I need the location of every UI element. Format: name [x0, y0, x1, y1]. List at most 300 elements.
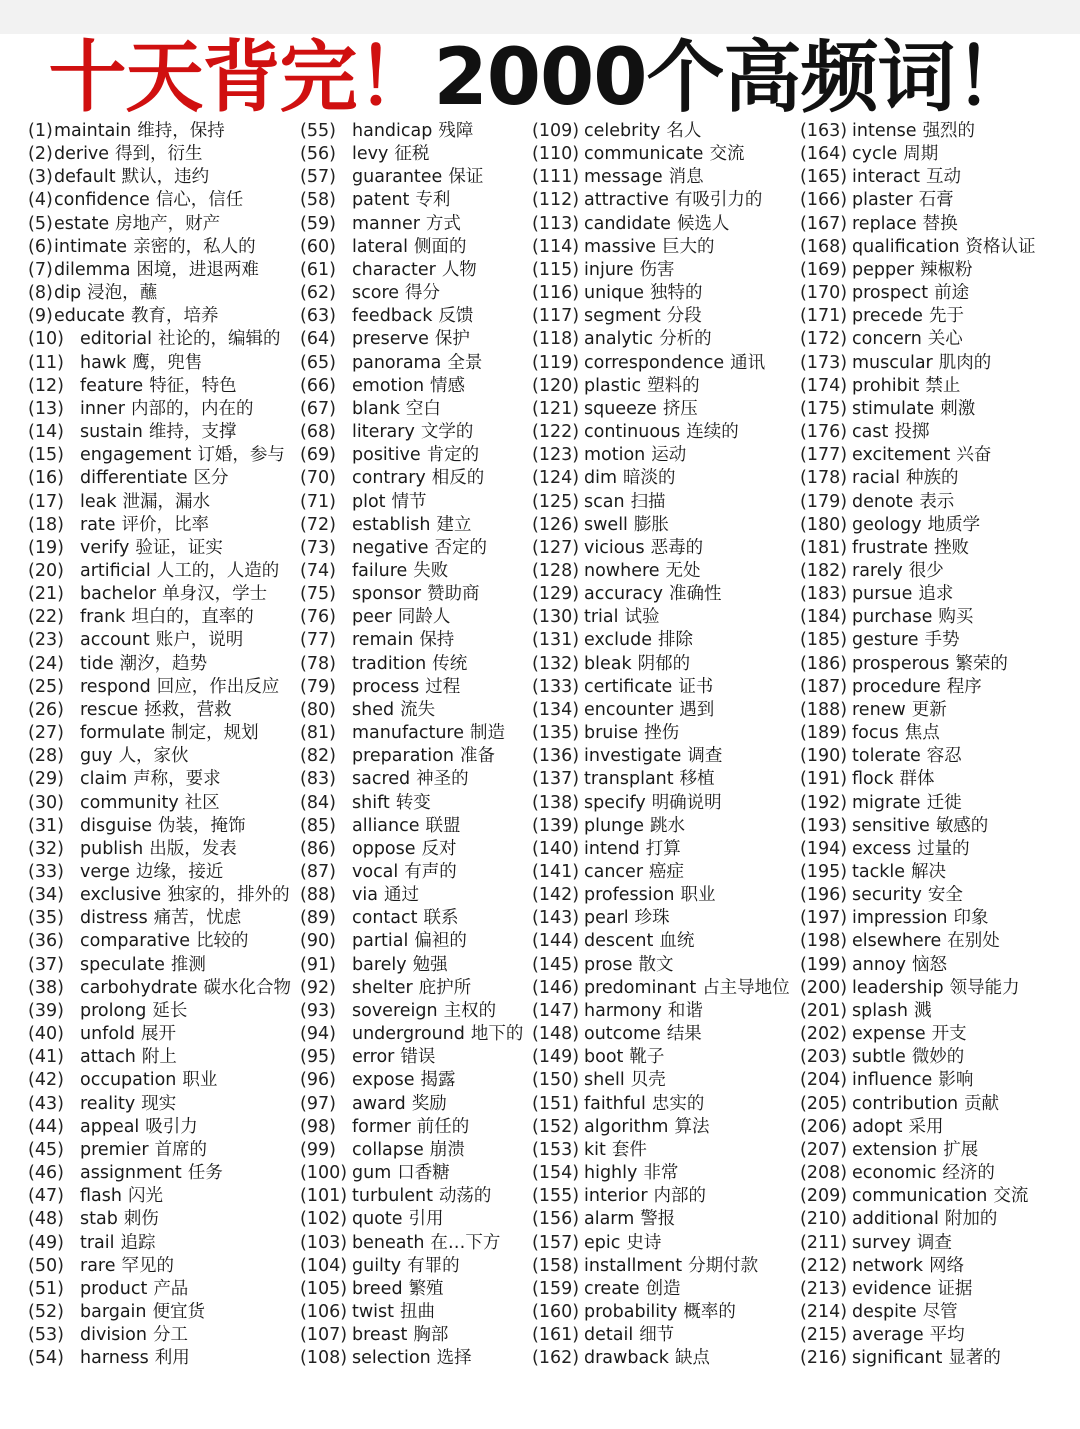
- entry-meaning: 解决: [910, 862, 946, 882]
- entry-number: (214): [800, 1301, 848, 1322]
- entry-number: (20): [28, 560, 64, 581]
- entry-number: (186): [800, 653, 848, 674]
- entry-number: (202): [800, 1024, 848, 1045]
- word-entry: [300, 1093, 523, 1116]
- entry-meaning: 分析的: [659, 329, 712, 350]
- word-entry: [300, 1185, 523, 1208]
- entry-meaning: 容忍: [926, 746, 962, 767]
- entry-meaning: 结果: [666, 1024, 702, 1045]
- word-entry: [28, 282, 291, 305]
- word-entry: [28, 653, 291, 676]
- entry-meaning: 默认，违约: [121, 167, 210, 188]
- entry-meaning: 勉强: [412, 954, 448, 975]
- entry-word: stab: [80, 1209, 118, 1230]
- entry-meaning: 追求: [918, 584, 954, 605]
- word-entry: [800, 1023, 1036, 1046]
- word-entry: [532, 1162, 790, 1185]
- entry-word: emotion: [352, 375, 425, 396]
- entry-meaning: 回应，作出反应: [156, 676, 280, 697]
- entry-word: plaster: [852, 190, 913, 211]
- word-entry: [800, 1000, 1036, 1023]
- word-entry: [300, 537, 523, 560]
- entry-word: estate: [54, 213, 110, 234]
- entry-word: editorial: [80, 329, 152, 350]
- word-entry: [28, 861, 291, 884]
- entry-meaning: 创造: [645, 1278, 681, 1299]
- entry-meaning: 警报: [640, 1209, 676, 1230]
- entry-number: (132): [532, 653, 580, 674]
- entry-number: (56): [300, 144, 336, 165]
- entry-number: (45): [28, 1139, 64, 1160]
- entry-meaning: 全景: [447, 352, 483, 373]
- entry-word: engagement: [80, 445, 192, 466]
- entry-word: boot: [584, 1047, 624, 1068]
- entry-meaning: 特征，特色: [149, 375, 237, 396]
- word-entry: [532, 444, 790, 467]
- entry-meaning: 泄漏，漏水: [122, 491, 210, 512]
- entry-word: carbohydrate: [80, 977, 198, 998]
- entry-number: (208): [800, 1163, 848, 1184]
- entry-word: underground: [352, 1024, 465, 1045]
- entry-number: (163): [800, 121, 848, 141]
- word-entry: [800, 1185, 1036, 1208]
- word-entry: [532, 884, 790, 907]
- entry-meaning: 膨胀: [633, 514, 669, 535]
- entry-number: (98): [300, 1116, 336, 1137]
- entry-meaning: 内部的: [653, 1186, 707, 1207]
- entry-meaning: 影响: [938, 1070, 974, 1091]
- entry-word: migrate: [852, 792, 921, 813]
- entry-meaning: 强烈的: [922, 121, 976, 141]
- word-entry: [532, 977, 790, 1000]
- entry-number: (209): [800, 1186, 848, 1207]
- entry-word: premier: [80, 1139, 149, 1160]
- entry-meaning: 亲密的，私人的: [133, 236, 256, 257]
- word-entry: [300, 653, 523, 676]
- entry-number: (50): [28, 1255, 64, 1276]
- entry-number: (150): [532, 1070, 580, 1091]
- entry-number: (17): [28, 491, 64, 512]
- entry-word: outcome: [584, 1024, 661, 1045]
- entry-meaning: 账户，说明: [155, 630, 244, 651]
- entry-meaning: 有声的: [404, 862, 457, 882]
- entry-number: (121): [532, 398, 580, 419]
- entry-word: continuous: [584, 422, 681, 443]
- word-entry: [532, 1185, 790, 1208]
- entry-meaning: 算法: [674, 1116, 710, 1137]
- entry-number: (73): [300, 537, 336, 558]
- entry-word: attractive: [584, 190, 669, 211]
- entry-meaning: 扭曲: [400, 1301, 436, 1322]
- entry-number: (107): [300, 1325, 348, 1346]
- entry-number: (62): [300, 283, 336, 304]
- entry-word: scan: [584, 491, 625, 512]
- entry-meaning: 很少: [908, 560, 944, 581]
- word-entry: [28, 606, 291, 629]
- word-entry: [300, 259, 523, 282]
- word-entry: [800, 954, 1036, 977]
- entry-number: (216): [800, 1348, 848, 1369]
- word-entry: [800, 1093, 1036, 1116]
- word-entry: [300, 282, 523, 305]
- entry-number: (16): [28, 468, 64, 489]
- entry-word: detail: [584, 1325, 634, 1346]
- word-entry: [300, 560, 523, 583]
- entry-meaning: 名人: [666, 121, 702, 141]
- entry-meaning: 崩溃: [429, 1139, 465, 1160]
- entry-meaning: 分工: [152, 1325, 188, 1346]
- entry-word: prolong: [80, 1000, 147, 1021]
- entry-meaning: 调查: [916, 1232, 952, 1253]
- entry-number: (86): [300, 838, 336, 859]
- entry-number: (184): [800, 607, 848, 628]
- entry-word: rare: [80, 1255, 116, 1276]
- entry-number: (81): [300, 723, 336, 744]
- entry-number: (141): [532, 862, 580, 882]
- entry-meaning: 反对: [421, 838, 457, 859]
- entry-word: error: [352, 1047, 395, 1068]
- word-entry: [28, 1139, 291, 1162]
- entry-number: (192): [800, 792, 848, 813]
- entry-word: influence: [852, 1070, 933, 1091]
- entry-word: communication: [852, 1186, 988, 1207]
- entry-word: squeeze: [584, 398, 657, 419]
- entry-word: communicate: [584, 144, 704, 165]
- entry-meaning: 独家的，排外的: [167, 885, 290, 906]
- entry-word: adopt: [852, 1116, 903, 1137]
- word-entry: [28, 1046, 291, 1069]
- word-entry: [300, 143, 523, 166]
- entry-word: denote: [852, 491, 914, 512]
- entry-number: (112): [532, 190, 580, 211]
- entry-word: create: [584, 1278, 640, 1299]
- word-entry: [300, 166, 523, 189]
- word-entry: [800, 375, 1036, 398]
- entry-meaning: 拯救，营救: [144, 699, 232, 720]
- entry-word: community: [80, 792, 179, 813]
- entry-word: contrary: [352, 468, 426, 489]
- entry-meaning: 阴郁的: [637, 653, 691, 674]
- entry-number: (89): [300, 908, 336, 929]
- entry-meaning: 地下的: [470, 1024, 524, 1045]
- entry-word: respond: [80, 676, 151, 697]
- entry-number: (105): [300, 1278, 348, 1299]
- page-title: [0, 30, 1080, 126]
- entry-word: reality: [80, 1093, 136, 1114]
- word-entry: [28, 514, 291, 537]
- entry-number: (130): [532, 607, 580, 628]
- entry-meaning: 迁徙: [926, 792, 962, 813]
- entry-word: shell: [584, 1070, 625, 1091]
- entry-meaning: 繁殖: [408, 1278, 444, 1299]
- word-entry: [800, 1162, 1036, 1185]
- entry-word: partial: [352, 931, 409, 952]
- word-entry: [28, 722, 291, 745]
- entry-word: analytic: [584, 329, 654, 350]
- entry-meaning: 文学的: [420, 422, 474, 443]
- entry-meaning: 肌肉的: [938, 352, 992, 373]
- word-entry: [28, 259, 291, 282]
- word-entry: [532, 236, 790, 259]
- word-entry: [28, 1208, 291, 1231]
- entry-number: (180): [800, 514, 848, 535]
- entry-word: prohibit: [852, 375, 920, 396]
- word-entry: [300, 398, 523, 421]
- entry-number: (189): [800, 723, 848, 744]
- word-entry: [300, 1208, 523, 1231]
- word-entry: [28, 328, 291, 351]
- entry-meaning: 准确性: [668, 584, 722, 605]
- word-entry: [800, 629, 1036, 652]
- entry-meaning: 单身汉，学士: [162, 584, 268, 605]
- top-band: [0, 0, 1080, 34]
- entry-meaning: 任务: [187, 1163, 223, 1184]
- entry-number: (42): [28, 1070, 64, 1091]
- entry-word: average: [852, 1325, 924, 1346]
- word-entry: [28, 1232, 291, 1255]
- entry-number: (131): [532, 630, 580, 651]
- entry-number: (120): [532, 375, 580, 396]
- entry-word: drawback: [584, 1348, 669, 1369]
- entry-number: (49): [28, 1232, 64, 1253]
- entry-meaning: 开支: [931, 1024, 967, 1045]
- word-entry: [532, 1069, 790, 1092]
- entry-word: former: [352, 1116, 411, 1137]
- entry-number: (212): [800, 1255, 848, 1276]
- entry-word: distress: [80, 908, 148, 929]
- entry-number: (127): [532, 537, 580, 558]
- entry-number: (190): [800, 746, 848, 767]
- entry-number: (40): [28, 1024, 64, 1045]
- word-entry: [300, 1023, 523, 1046]
- entry-number: (67): [300, 398, 336, 419]
- entry-word: artificial: [80, 560, 151, 581]
- entry-meaning: 散文: [638, 954, 674, 975]
- entry-word: frustrate: [852, 537, 928, 558]
- entry-word: product: [80, 1278, 148, 1299]
- entry-meaning: 残障: [438, 121, 474, 141]
- entry-word: motion: [584, 445, 646, 466]
- entry-word: verify: [80, 537, 130, 558]
- entry-word: attach: [80, 1047, 136, 1068]
- entry-number: (114): [532, 236, 580, 257]
- entry-number: (83): [300, 769, 336, 790]
- entry-meaning: 职业: [182, 1070, 218, 1091]
- entry-number: (146): [532, 977, 580, 998]
- entry-word: prospect: [852, 283, 929, 304]
- entry-meaning: 忠实的: [651, 1093, 705, 1114]
- entry-number: (153): [532, 1139, 580, 1160]
- entry-number: (149): [532, 1047, 580, 1068]
- entry-number: (183): [800, 584, 848, 605]
- entry-word: plunge: [584, 815, 645, 836]
- entry-meaning: 同龄人: [397, 607, 451, 628]
- word-entry: [28, 583, 291, 606]
- word-entry: [28, 189, 291, 212]
- entry-meaning: 珍珠: [634, 908, 670, 929]
- word-entry: [28, 884, 291, 907]
- entry-word: assignment: [80, 1163, 182, 1184]
- entry-word: alliance: [352, 815, 420, 836]
- entry-number: (197): [800, 908, 848, 929]
- entry-word: blank: [352, 398, 400, 419]
- entry-word: shelter: [352, 977, 413, 998]
- entry-word: occupation: [80, 1070, 177, 1091]
- entry-number: (14): [28, 422, 64, 443]
- word-entry: [532, 1232, 790, 1255]
- entry-number: (104): [300, 1255, 348, 1276]
- entry-number: (210): [800, 1209, 848, 1230]
- entry-meaning: 周期: [903, 144, 939, 165]
- entry-number: (23): [28, 630, 64, 651]
- word-entry: [800, 305, 1036, 328]
- word-entry: [28, 1000, 291, 1023]
- word-entry: [300, 629, 523, 652]
- entry-number: (79): [300, 676, 336, 697]
- word-entry: [300, 930, 523, 953]
- entry-word: selection: [352, 1348, 431, 1369]
- entry-number: (76): [300, 607, 336, 628]
- entry-number: (77): [300, 630, 336, 651]
- entry-word: encounter: [584, 699, 674, 720]
- entry-meaning: 赞助商: [427, 584, 480, 605]
- word-entry: [532, 1116, 790, 1139]
- entry-number: (113): [532, 213, 580, 234]
- entry-number: (99): [300, 1139, 336, 1160]
- entry-word: comparative: [80, 931, 190, 952]
- entry-meaning: 表示: [919, 491, 955, 512]
- word-entry: [28, 1023, 291, 1046]
- word-entry: [532, 467, 790, 490]
- word-entry: [300, 861, 523, 884]
- entry-number: (200): [800, 977, 848, 998]
- entry-meaning: 否定的: [434, 537, 488, 558]
- entry-word: turbulent: [352, 1186, 433, 1207]
- entry-meaning: 靴子: [629, 1047, 665, 1068]
- entry-meaning: 交流: [709, 144, 745, 165]
- entry-meaning: 保证: [448, 167, 484, 188]
- word-column-3: [532, 120, 790, 1370]
- entry-word: differentiate: [80, 468, 188, 489]
- entry-word: breast: [352, 1325, 408, 1346]
- entry-meaning: 附加的: [944, 1209, 998, 1230]
- entry-word: via: [352, 885, 378, 906]
- entry-word: trial: [584, 607, 619, 628]
- entry-word: pursue: [852, 584, 913, 605]
- entry-number: (106): [300, 1301, 348, 1322]
- entry-word: handicap: [352, 121, 433, 141]
- entry-meaning: 移植: [679, 769, 715, 790]
- entry-number: (155): [532, 1186, 580, 1207]
- entry-meaning: 反馈: [438, 306, 474, 327]
- entry-meaning: 错误: [400, 1047, 436, 1068]
- entry-number: (27): [28, 723, 64, 744]
- entry-word: injure: [584, 259, 634, 280]
- word-entry: [532, 328, 790, 351]
- entry-word: expose: [352, 1070, 415, 1091]
- word-entry: [800, 1232, 1036, 1255]
- entry-number: (201): [800, 1000, 848, 1021]
- entry-number: (122): [532, 422, 580, 443]
- entry-meaning: 联系: [423, 908, 459, 929]
- entry-word: harmony: [584, 1000, 662, 1021]
- entry-meaning: 兴奋: [956, 445, 992, 466]
- word-entry: [800, 861, 1036, 884]
- entry-number: (139): [532, 815, 580, 836]
- entry-word: probability: [584, 1301, 678, 1322]
- entry-word: survey: [852, 1232, 911, 1253]
- entry-number: (136): [532, 746, 580, 767]
- entry-word: character: [352, 259, 436, 280]
- entry-meaning: 碳水化合物: [203, 977, 291, 998]
- entry-word: specify: [584, 792, 646, 813]
- entry-number: (93): [300, 1000, 336, 1021]
- word-entry: [300, 189, 523, 212]
- entry-number: (160): [532, 1301, 580, 1322]
- word-entry: [300, 1000, 523, 1023]
- entry-number: (162): [532, 1348, 580, 1369]
- entry-meaning: 建立: [436, 514, 472, 535]
- entry-meaning: 挫败: [933, 537, 969, 558]
- entry-meaning: 引用: [408, 1209, 444, 1230]
- entry-meaning: 在…下方: [430, 1232, 501, 1253]
- entry-meaning: 潮汐，趋势: [119, 653, 208, 674]
- word-entry: [800, 977, 1036, 1000]
- entry-word: splash: [852, 1000, 909, 1021]
- word-entry: [28, 120, 291, 143]
- entry-word: massive: [584, 236, 656, 257]
- word-entry: [800, 328, 1036, 351]
- word-entry: [800, 815, 1036, 838]
- entry-meaning: 先于: [928, 306, 964, 327]
- word-entry: [800, 884, 1036, 907]
- word-entry: [532, 421, 790, 444]
- entry-word: replace: [852, 213, 917, 234]
- entry-number: (171): [800, 306, 848, 327]
- entry-number: (84): [300, 792, 336, 813]
- entry-number: (8): [28, 283, 53, 304]
- word-entry: [800, 1347, 1036, 1370]
- entry-number: (3): [28, 167, 53, 188]
- entry-meaning: 得到，衍生: [115, 144, 203, 165]
- entry-word: interact: [852, 167, 920, 188]
- entry-word: bleak: [584, 653, 632, 674]
- entry-word: accuracy: [584, 584, 663, 605]
- entry-meaning: 平均: [929, 1325, 965, 1346]
- entry-number: (2): [28, 144, 53, 165]
- entry-word: vicious: [584, 537, 645, 558]
- entry-word: sacred: [352, 769, 411, 790]
- entry-number: (41): [28, 1047, 64, 1068]
- entry-word: predominant: [584, 977, 697, 998]
- entry-word: sovereign: [352, 1000, 438, 1021]
- entry-number: (88): [300, 885, 336, 906]
- entry-meaning: 社区: [184, 792, 220, 813]
- entry-meaning: 刺伤: [123, 1209, 159, 1230]
- word-entry: [532, 1278, 790, 1301]
- word-entry: [28, 907, 291, 930]
- entry-word: dip: [54, 283, 82, 304]
- entry-word: intend: [584, 838, 640, 859]
- entry-meaning: 明确说明: [651, 792, 722, 813]
- entry-number: (19): [28, 537, 64, 558]
- entry-word: account: [80, 630, 150, 651]
- entry-word: leak: [80, 491, 117, 512]
- entry-number: (91): [300, 954, 336, 975]
- entry-meaning: 神圣的: [416, 769, 469, 790]
- entry-number: (12): [28, 375, 64, 396]
- entry-word: excitement: [852, 445, 951, 466]
